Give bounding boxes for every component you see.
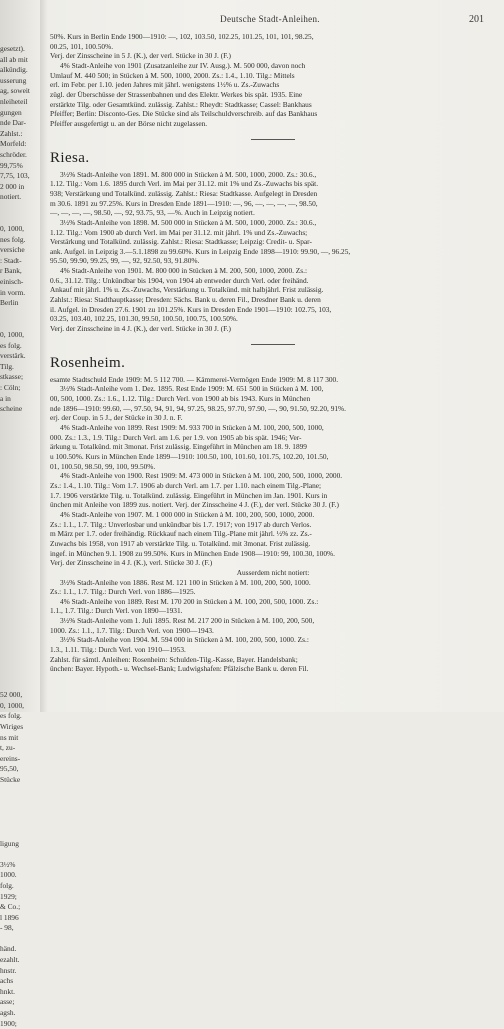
running-title: Deutsche Stadt-Anleihen. <box>220 14 320 24</box>
text-line: ingef. in München 9.1. 1908 zu 99.50%. Kurs in München Ende 1908—1910: 99, 100.30, 100%. <box>50 548 335 558</box>
text-line: 1.12. Tilg.: Vom 1900 ab durch Verl. im Mai per 31.12. mit jährl. 1% und Zs.-Zuwachs; <box>50 227 308 237</box>
margin-fragment <box>0 828 42 839</box>
text-line: erstärkte Tilg. oder Gesamtkünd. zulässig. Zahlst.: Rheydt: Stadtkasse; Cassel: Bankhaus <box>50 99 312 109</box>
text-line: 00.25, 101, 100.50%. <box>50 41 114 51</box>
margin-fragment <box>0 637 42 648</box>
margin-fragment: 0, 1000, <box>0 700 25 710</box>
text-line: esamte Stadtschuld Ende 1909: M. 5 112 700. — Kämmerei-Vermögen Ende 1909: M. 8 117 300. <box>50 374 339 384</box>
margin-fragment: Wiriges <box>0 722 24 731</box>
loan-entry-first-line: 4% Stadt-Anleihe von 1901 (Zusatzanleihe zur IV. Ausg.). M. 500 000, davon noch <box>60 60 306 70</box>
margin-fragment: : Cöln; <box>0 383 21 392</box>
text-line: 1.7. 1906 verstärkte Tilg. u. Totalkünd. zulässig. Eingeführt in München im Jan. 1901. Kurs in <box>50 490 328 500</box>
margin-fragment: ligung <box>0 838 19 848</box>
text-line: Verj. der Zinsscheine in 4 J. (K.), der verl. Stücke in 30 J. (F.) <box>50 324 231 334</box>
text-line: 95.50, 99.90, 99.25, 99, —, 92, 92.50, 93, 91.80%. <box>50 256 200 266</box>
text-line: Verj. der Zinsscheine in 5 J. (K.), der verl. Stücke in 30 J. (F.) <box>50 51 231 61</box>
margin-fragment: asse; <box>0 997 15 1007</box>
margin-fragment <box>0 648 42 659</box>
margin-fragment: schröder. <box>0 149 27 159</box>
text-line: 01, 100.50, 98.50, 99, 100, 99.50%. <box>50 461 156 471</box>
main-text-column <box>50 32 496 674</box>
margin-fragment: Berlin <box>0 298 19 308</box>
loan-entry-first-line: 3½% Stadt-Anleihe vom 1. Dez. 1895. Rest Ende 1909: M. 651 500 in Stücken à M. 100, <box>60 384 324 394</box>
margin-fragment: all ab mit <box>0 54 28 64</box>
text-line: Pfeiffer ausgefertigt u. an der Börse nicht zugelassen. <box>50 118 208 128</box>
text-line: Zahlst.: Riesa: Stadthauptkasse; Dresden: Sächs. Bank u. deren Fil., Dresdner Bank u. deren <box>50 295 321 305</box>
margin-fragment: es folg. <box>0 340 22 350</box>
text-line: erl. im Febr. per 1.10. jeden Jahres mit jährl. wenigstens 1½% u. Zs.-Zuwachs <box>50 80 280 90</box>
text-line: Zahlst. für sämtl. Anleihen: Rosenheim: Schulden-Tilg.-Kasse, Bayer. Handelsbank; <box>50 654 298 664</box>
text-line: nde 1896—1910: 99.60, —, 97.50, 94, 91, 94, 97.25, 98.25, 97.70, 97.90, —, 90, 91.50, 92.20, 91%. <box>50 403 346 413</box>
text-line: m März per 1.7. oder freihändig. Rückkauf nach einem Tilg.-Plane mit jährl. ½% zz. Zs.- <box>50 529 312 539</box>
margin-fragment <box>0 468 42 479</box>
text-line: Verstärkung und Totalkünd. zulässig. Zahlst.: Riesa: Stadtkasse; Leipzig: Credit- u. Spar- <box>50 237 312 247</box>
margin-fragment: verstärk. <box>0 351 26 361</box>
loan-entry-first-line: 3½% Stadt-Anleihe von 1904. M. 594 000 in Stücken à M. 100, 200, 500, 1000. Zs.: <box>60 635 309 645</box>
margin-fragment: - 98, <box>0 923 14 933</box>
margin-fragment: händ. <box>0 944 17 954</box>
margin-fragment <box>0 457 42 468</box>
margin-fragment: : Stadt- <box>0 255 22 265</box>
margin-fragment: achs <box>0 976 14 986</box>
text-line: ärkung u. Totalkünd. mit 3monat. Frist zulässig. Eingeführt in München am 18. 9. 1899 <box>50 442 307 452</box>
margin-fragment <box>0 203 42 214</box>
margin-fragment: nes folg. <box>0 234 26 244</box>
margin-fragment: Stücke <box>0 774 21 784</box>
margin-fragment: Morfeld: <box>0 139 27 149</box>
margin-fragment <box>0 584 42 595</box>
margin-fragment <box>0 817 42 828</box>
city-heading: Rosenheim. <box>50 354 126 371</box>
margin-fragment <box>0 669 42 680</box>
margin-fragment: a in <box>0 393 11 403</box>
text-line: 1.1., 1.7. Tilg.: Durch Verl. von 1890—1931. <box>50 606 183 616</box>
margin-fragment: agsh. <box>0 1008 16 1018</box>
margin-fragment: 0, 1000, <box>0 224 25 234</box>
text-line: 1.3., 1.11. Tilg.: Durch Verl. von 1910—1953. <box>50 645 186 655</box>
text-line: Umlauf M. 440 500; in Stücken à M. 500, 1000, 2000. Zs.: 1.4., 1.10. Tilg.: Mittels <box>50 70 295 80</box>
margin-fragment: stkasse; <box>0 372 23 382</box>
text-line: 938; Verstärkung und Totalkünd. zulässig. Zahlst.: Riesa: Stadtkasse. Aufgelegt in Dresden <box>50 188 318 198</box>
margin-fragment <box>0 510 42 521</box>
text-line: 000. Zs.: 1.3., 1.9. Tilg.: Durch Verl. am 1.6. per 1.9. von 1905 ab bis spät. 1946; Ver- <box>50 432 302 442</box>
margin-fragment: Zahlst.: <box>0 128 23 138</box>
margin-fragment <box>0 478 42 489</box>
text-line: il. Aufgel. in Dresden 27.6. 1901 zu 101.25%. Kurs in Dresden Ende 1901—1910: 102.75, 103, <box>50 304 332 314</box>
text-line: Zs.: 1.1., 1.7. Tilg.: Durch Verl. von 1886—1925. <box>50 587 196 597</box>
running-header <box>48 14 492 28</box>
margin-fragment: 1900; <box>0 1018 17 1028</box>
margin-fragment: Tilg. <box>0 361 14 371</box>
margin-fragment <box>0 934 42 945</box>
loan-entry-first-line: 3½% Stadt-Anleihe von 1886. Rest M. 121 100 in Stücken à M. 100, 200, 500, 1000. <box>60 577 311 587</box>
margin-fragment: 52 000, <box>0 690 23 700</box>
margin-fragment <box>0 436 42 447</box>
margin-fragment: versiche <box>0 245 25 255</box>
margin-fragment: einisch- <box>0 277 24 287</box>
text-line: zügl. der Überschüsse der Strassenbahnen und des Elektr. Werkes bis spät. 1935. Eine <box>50 89 303 99</box>
margin-fragment: & Co.; <box>0 902 21 912</box>
margin-fragment <box>0 605 42 616</box>
margin-fragment: t, zu- <box>0 743 16 753</box>
text-line: Verj. der Zinsscheine in 4 J. (K.), verl. Stücke 30 J. (F.) <box>50 558 213 568</box>
margin-fragment <box>0 500 42 511</box>
margin-fragment <box>0 786 42 797</box>
margin-fragment: 2 000 in <box>0 181 25 191</box>
margin-fragment: es folg. <box>0 711 22 721</box>
margin-fragment: nleiheteil <box>0 96 28 106</box>
text-line: 0.6., 31.12. Tilg.: Unkündbar bis 1904, von 1904 ab entweder durch Verl. oder freihänd. <box>50 275 309 285</box>
text-line: Zs.: 1.4., 1.10. Tilg.: Vom 1.7. 1906 ab durch Verl. am 1.7. per 1.10. nach einem Tilg.-Plane; <box>50 480 322 490</box>
margin-fragment <box>0 595 42 606</box>
loan-entry-first-line: 4% Stadt-Anleihe von 1899. Rest 1909: M. 933 700 in Stücken à M. 100, 200, 500, 1000, <box>60 423 324 432</box>
margin-fragment <box>0 531 42 542</box>
margin-fragment <box>0 658 42 669</box>
text-line: u 100.50%. Kurs in München Ende 1899—1910: 100.50, 100, 101.60, 101.75, 102.20, 101.50, <box>50 451 329 461</box>
margin-fragment: usserung <box>0 75 27 85</box>
margin-fragment <box>0 415 42 426</box>
margin-fragment <box>0 319 42 330</box>
subheading-line: Ausserdem nicht notiert: <box>236 567 310 577</box>
text-line: Zs.: 1.1., 1.7. Tilg.: Unverlosbar und unkündbar bis 1.7. 1917; von 1917 ab durch Verlos. <box>50 519 312 529</box>
text-line: ank. Aufgel. in Leipzig 3.—5.1.1898 zu 99.60%. Kurs in Leipzig Ende 1898—1910: 99.90, —, 96.25, <box>50 246 351 256</box>
margin-fragment: 0, 1000, <box>0 330 25 340</box>
margin-fragment: nde Dar- <box>0 118 26 128</box>
margin-fragment <box>0 447 42 458</box>
loan-entry-first-line: 3½% Stadt-Anleihe vom 1. Juli 1895. Rest M. 217 200 in Stücken à M. 100, 200, 500, <box>60 616 315 626</box>
margin-fragment: ereins- <box>0 753 21 763</box>
margin-fragment: gungen <box>0 107 22 117</box>
margin-fragment <box>0 627 42 638</box>
margin-fragment: r Bank, <box>0 266 22 276</box>
margin-fragment: 95,50, <box>0 764 19 774</box>
text-line: —, —, —, —, 98.50, —, 92, 93.75, 93, —%. Auch in Leipzig notiert. <box>50 208 255 218</box>
text-line: Pfeiffer; Berlin: Disconto-Ges. Die Stücke sind als Teilschuldverschreib. auf das Bankhaus <box>50 109 318 119</box>
loan-entry-first-line: 4% Stadt-Anleihe von 1889. Rest M. 170 200 in Stücken à M. 100, 200, 500, 1000. Zs.: <box>60 596 319 606</box>
text-line: Ankauf mit jährl. 1% u. Zs.-Zuwachs, Verstärkung u. Totalkünd. mit halbjährl. Frist zulässig. <box>50 285 324 295</box>
loan-entry-first-line: 3½% Stadt-Anleihe von 1891. M. 800 000 in Stücken à M. 500, 1000, 2000. Zs.: 30.6., <box>60 169 317 179</box>
left-margin-column <box>0 44 42 1029</box>
margin-fragment <box>0 425 42 436</box>
page-number: 201 <box>469 14 484 25</box>
text-line: 1000. Zs.: 1.1., 1.7. Tilg.: Durch Verl. von 1900—1943. <box>50 625 214 635</box>
text-line: Zuwachs bis 1958, von 1917 ab verstärkte Tilg. u. Totalkünd. mit 3monat. Frist zulässig. <box>50 538 311 548</box>
margin-fragment: hnstr. <box>0 965 17 975</box>
margin-fragment <box>0 807 42 818</box>
margin-fragment: scheine <box>0 404 23 414</box>
margin-fragment <box>0 542 42 553</box>
text-line: 1.12. Tilg.: Vom 1.6. 1895 durch Verl. im Mai per 31.12. mit 1% und Zs.-Zuwachs bis spät. <box>50 179 319 189</box>
margin-fragment <box>0 489 42 500</box>
margin-fragment <box>0 309 42 320</box>
loan-entry-first-line: 4% Stadt-Anleihe von 1900. Rest 1909: M. 473 000 in Stücken à M. 100, 200, 500, 1000, 2000. <box>60 471 343 481</box>
margin-fragment: gesetzt). <box>0 44 25 53</box>
margin-fragment: hnkt. <box>0 986 15 996</box>
margin-fragment: 99,75% <box>0 160 23 170</box>
text-line: 50%. Kurs in Berlin Ende 1900—1910: —, 102, 103.50, 102.25, 101.25, 101, 101, 98.25, <box>50 32 314 41</box>
margin-fragment <box>0 616 42 627</box>
margin-fragment <box>0 521 42 532</box>
text-line: ünchen mit Anleihe von 1899 zus. notiert. Verj. der Zinsscheine 4 J. (F.), der verl. Stücke 30 J. (F.) <box>50 500 339 510</box>
margin-fragment <box>0 563 42 574</box>
text-line: 03.25, 103.40, 102.25, 101.30, 99.50, 100.50, 100.75, 100.50%. <box>50 314 238 324</box>
loan-entry-first-line: 4% Stadt-Anleihe von 1907. M. 1 000 000 in Stücken à M. 100, 200, 500, 1000, 2000. <box>60 509 315 519</box>
margin-fragment <box>0 214 42 225</box>
margin-fragment <box>0 680 42 691</box>
margin-fragment <box>0 553 42 564</box>
margin-fragment <box>0 574 42 585</box>
margin-fragment: in vorm. <box>0 287 26 297</box>
margin-fragment: 3½% <box>0 859 16 869</box>
margin-fragment: folg. <box>0 880 14 890</box>
margin-fragment <box>0 849 42 860</box>
city-heading: Riesa. <box>50 149 90 166</box>
loan-entry-first-line: 4% Stadt-Anleihe von 1901. M. 800 000 in Stücken à M. 200, 500, 1000, 2000. Zs.: <box>60 266 308 276</box>
text-line: m 30.6. 1891 zu 97.25%. Kurs in Dresden Ende 1891—1910: —, 96, —, —, —, —, 98.50, <box>50 198 318 208</box>
text-line: erj. der Coup. in 5 J., der Stücke in 30 J. n. F. <box>50 413 183 423</box>
margin-fragment: l 1896 <box>0 912 19 922</box>
margin-fragment: 1929; <box>0 891 17 901</box>
margin-fragment <box>0 796 42 807</box>
margin-fragment: 1000. <box>0 870 17 880</box>
text-line: 00, 500, 1000. Zs.: 1.6., 1.12. Tilg.: Durch Verl. von 1900 ab bis 1943. Kurs in München <box>50 394 311 404</box>
margin-fragment: ezahlt. <box>0 955 20 965</box>
text-line: ünchen: Bayer. Hypoth.- u. Wechsel-Bank; Ludwigshafen: Pfälzische Bank u. deren Fil. <box>50 664 309 674</box>
margin-fragment: alkündig. <box>0 65 28 75</box>
margin-fragment: ag, soweit <box>0 86 30 96</box>
margin-fragment: 7,75, 103, <box>0 171 30 181</box>
margin-fragment: notiert. <box>0 192 22 202</box>
loan-entry-first-line: 3½% Stadt-Anleihe von 1898. M. 500 000 in Stücken à M. 500, 1000, 2000. Zs.: 30.6., <box>60 217 317 227</box>
margin-fragment: ns mit <box>0 732 19 742</box>
